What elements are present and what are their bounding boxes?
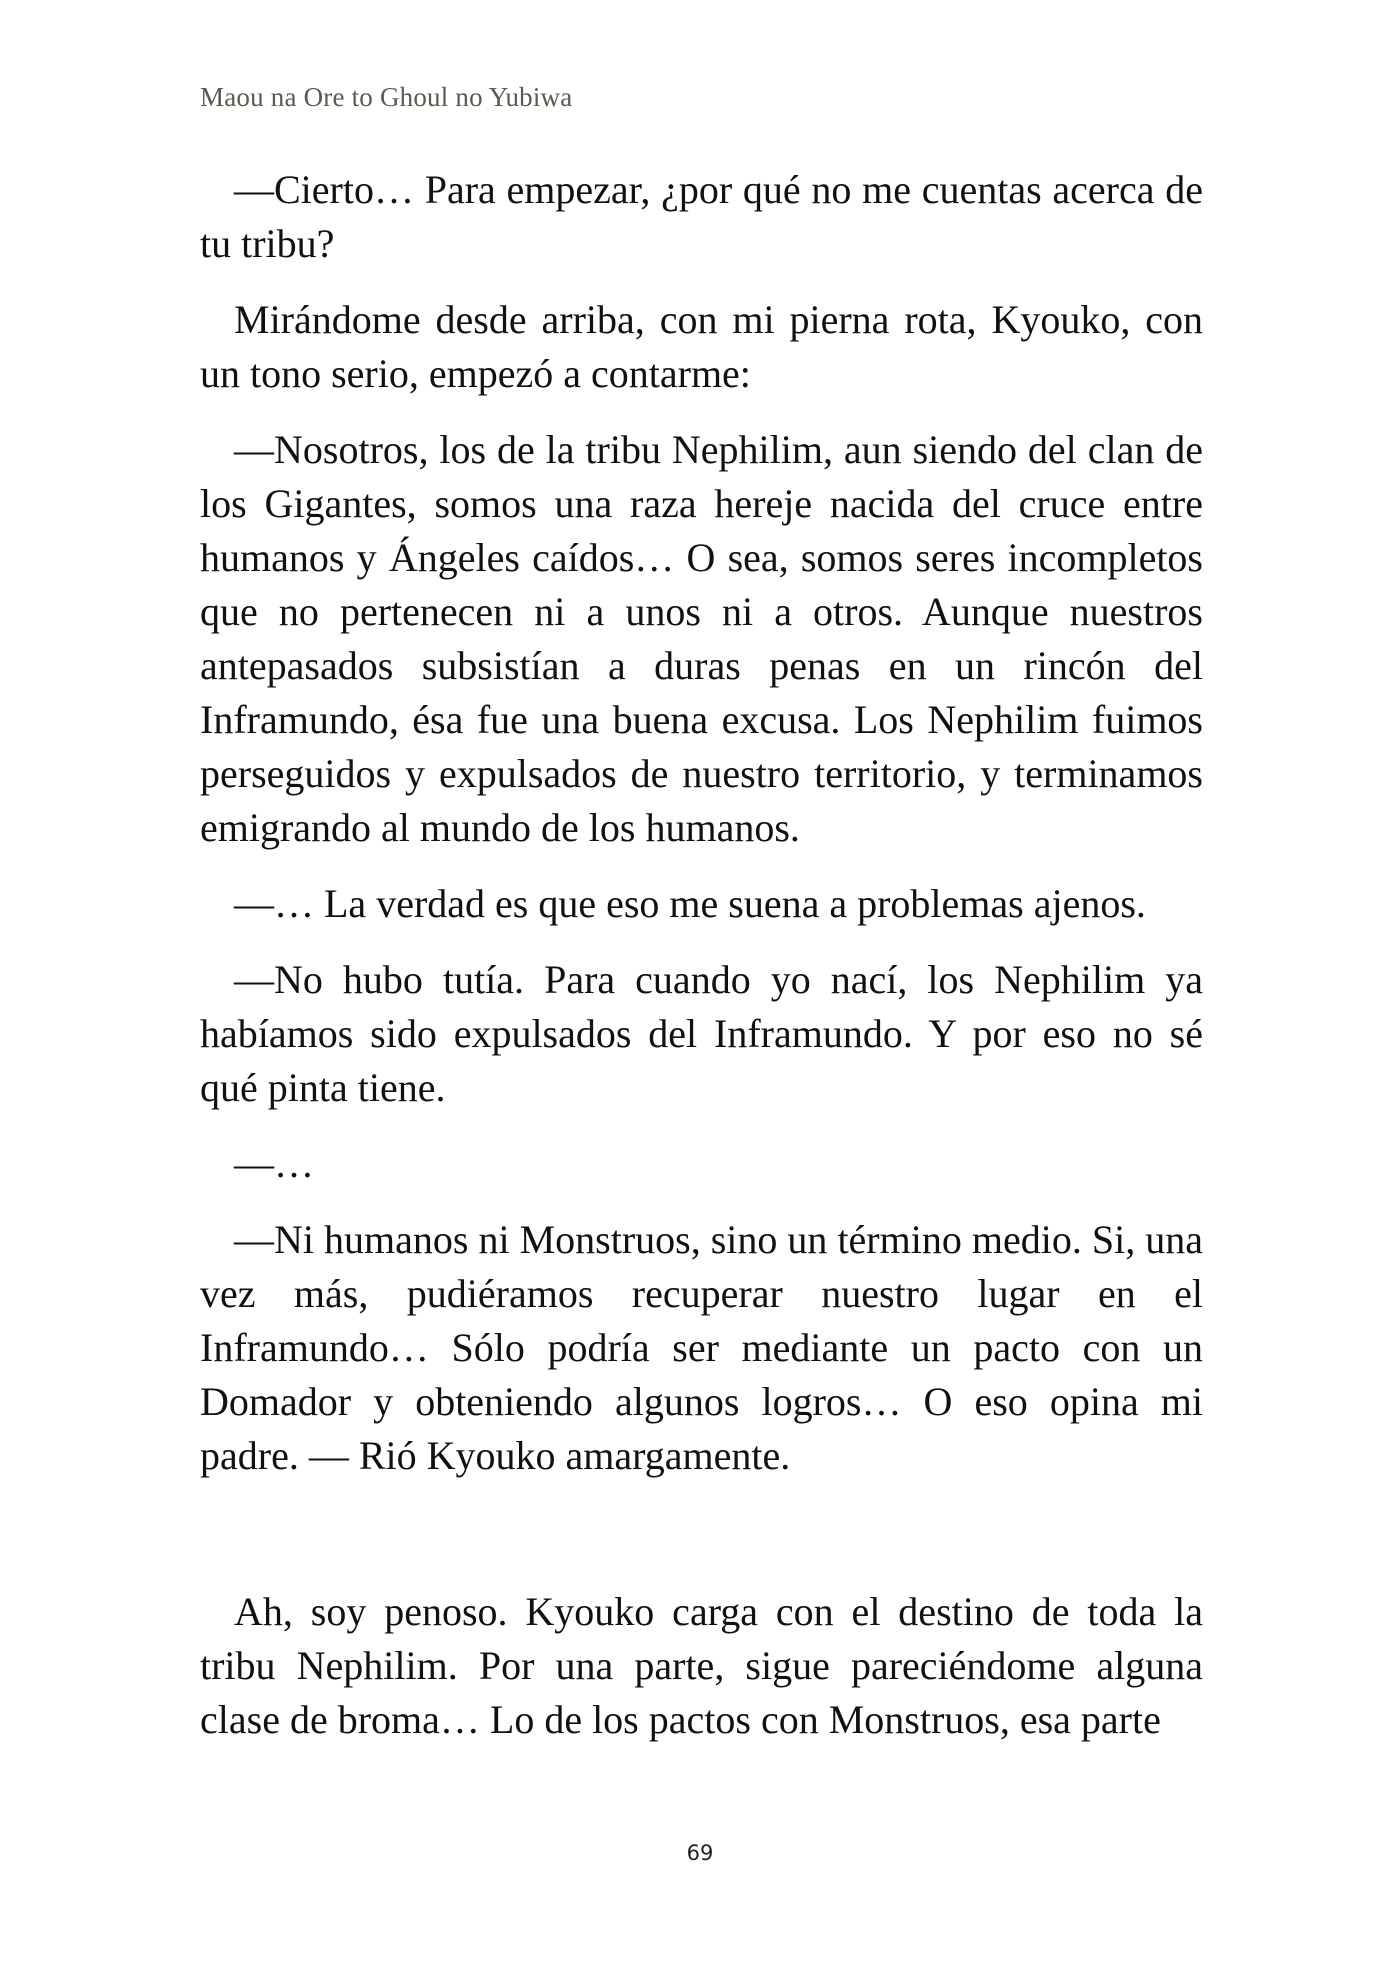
paragraph-6: —… xyxy=(234,1141,314,1186)
running-header-title: Maou na Ore to Ghoul no Yubiwa xyxy=(200,82,573,112)
paragraph-3: —Nosotros, los de la tribu Nephilim, aun siendo del clan de los Gigantes, somos una raza hereje nacida del cruce entre humanos y Ángeles caídos… O sea, somos seres incompletos que no pertenecen ni a unos ni a otros. Aunque nuestros antepasados subsistían a duras penas en un rincón del Inframundo, ésa fue una buena excusa. Los Nephilim fuimos perseguidos y expulsados de nuestro territorio, y terminamos emigrando al mundo de los humanos. xyxy=(200,427,1203,850)
paragraph-1: —Cierto… Para empezar, ¿por qué no me cuentas acerca de tu tribu? xyxy=(200,167,1203,266)
page-number: 69 xyxy=(686,1841,714,1865)
paragraph-5: —No hubo tutía. Para cuando yo nací, los Nephilim ya habíamos sido expulsados del Inframundo. Y por eso no sé qué pinta tiene. xyxy=(200,957,1203,1110)
paragraph-8: Ah, soy penoso. Kyouko carga con el destino de toda la tribu Nephilim. Por una parte, sigue pareciéndome alguna clase de broma… Lo de los pactos con Monstruos, esa parte xyxy=(200,1589,1203,1742)
paragraph-2: Mirándome desde arriba, con mi pierna rota, Kyouko, con un tono serio, empezó a contarme: xyxy=(200,297,1203,396)
section-break xyxy=(200,1505,1203,1585)
paragraph-4: —… La verdad es que eso me suena a problemas ajenos. xyxy=(234,881,1146,926)
body-text xyxy=(200,163,1203,1769)
paragraph-7: —Ni humanos ni Monstruos, sino un término medio. Si, una vez más, pudiéramos recuperar nuestro lugar en el Inframundo… Sólo podría ser mediante un pacto con un Domador y obteniendo algunos logros… O eso opina mi padre. — Rió Kyouko amargamente. xyxy=(200,1217,1203,1478)
